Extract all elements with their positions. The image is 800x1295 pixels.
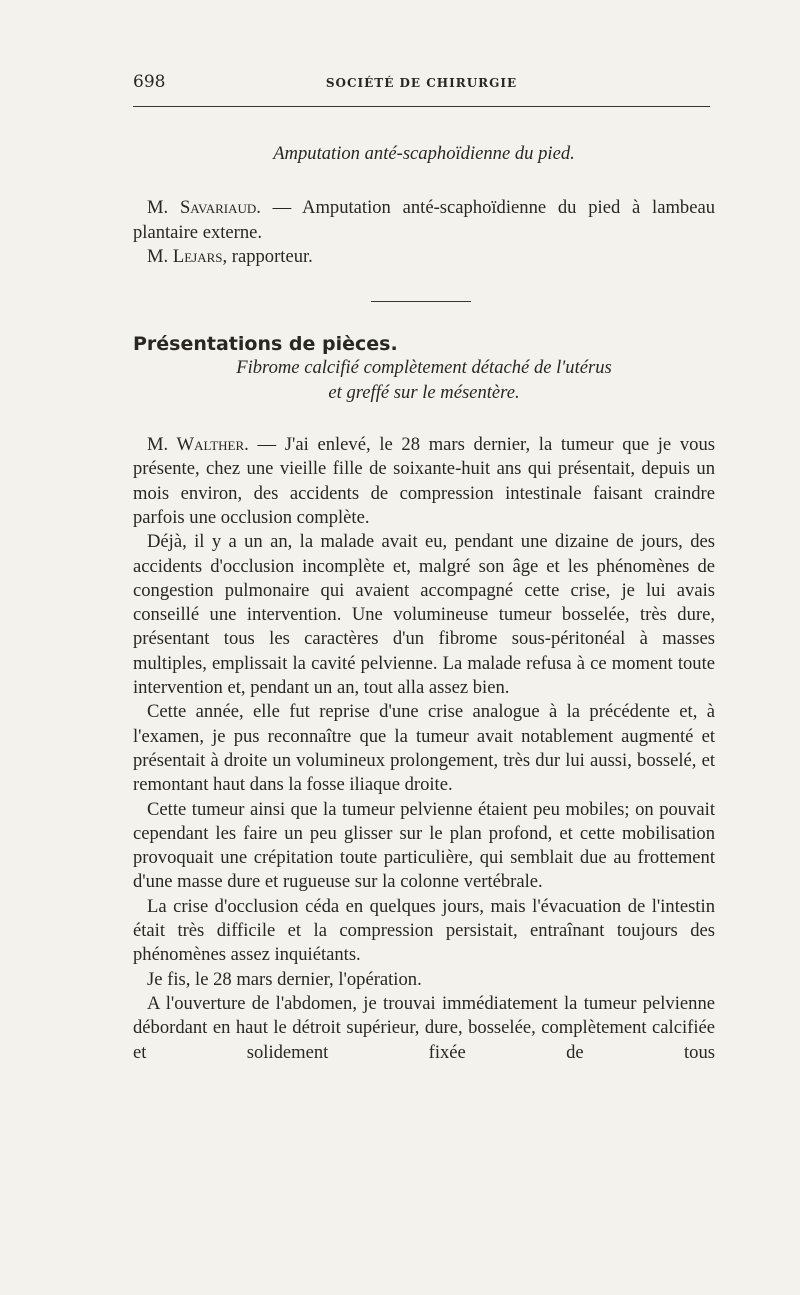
paragraph-rapporteur [133, 245, 715, 269]
paragraph: A l'ouverture de l'abdomen, je trouvai immédiatement la tumeur pelvienne débordant en haut le détroit supérieur, dure, bosselée, complètement calcifiée et solidement fixée de tous [133, 992, 715, 1063]
paragraph-savariaud [133, 196, 715, 245]
page-number: 698 [133, 72, 166, 92]
paragraph: Cette tumeur ainsi que la tumeur pelvienne étaient peu mobiles; on pouvait cependant les faire un peu glisser sur le plan profond, et cette mobilisation provoquait une crépitation toute particulière, qui semblait due au frottement d'une masse dure et rugueuse sur la colonne vertébrale. [133, 798, 715, 893]
author-name: M. Savariaud. [147, 197, 261, 219]
paragraph-text: rapporteur. [227, 245, 313, 267]
paragraph: Déjà, il y a un an, la malade avait eu, pendant une dizaine de jours, des accidents d'occlusion incomplète et, malgré son âge et les phénomènes de congestion pulmonaire qui avaient accompagné cette crise, je lui avais conseillé une intervention. Une volumineuse tumeur bosselée, très dure, présentant tous les caractères d'un fibrome sous-péritonéal à masses multiples, emplissait la cavité pelvienne. La malade refusa à ce moment toute intervention et, pendant un an, tout alla assez bien. [133, 531, 715, 699]
paragraph-walther [133, 433, 715, 530]
paragraph: Je fis, le 28 mars dernier, l'opération. [147, 968, 422, 990]
author-name: M. Walther. [147, 434, 249, 456]
paragraph-text: — Amputation anté-scaphoïdienne du pied à lambeau plantaire externe. [133, 197, 716, 243]
running-head: SOCIÉTÉ DE CHIRURGIE [325, 76, 518, 90]
section-title-amputation: Amputation anté-scaphoïdienne du pied. [273, 143, 575, 164]
subtitle-line-1: Fibrome calcifié complètement détaché de l'utérus [236, 357, 612, 379]
author-name: M. Lejars, [147, 245, 228, 267]
section-heading: Présentations de pièces. [133, 333, 398, 356]
page-header [133, 62, 710, 102]
subtitle-line-2: et greffé sur le mésentère. [328, 381, 520, 403]
paragraph: Cette année, elle fut reprise d'une crise analogue à la précédente et, à l'examen, je pus reconnaître que la tumeur avait notablement augmenté et présentait à droite un volumineux prolongement, très dur lui aussi, bosselé, et remontant haut dans la fosse iliaque droite. [133, 701, 715, 796]
body-text [133, 142, 715, 1065]
header-rule [133, 106, 710, 107]
section-divider [371, 301, 471, 302]
paragraph-text: — J'ai enlevé, le 28 mars dernier, la tumeur que je vous présente, chez une vieille fille de soixante-huit ans qui présentait, depuis un mois environ, des accidents de compression intestinale faisant craindre parfois une occlusion complète. [133, 434, 715, 528]
paragraph: La crise d'occlusion céda en quelques jours, mais l'évacuation de l'intestin était très difficile et la compression persistait, entraînant toujours des phénomènes assez inquiétants. [133, 895, 715, 966]
